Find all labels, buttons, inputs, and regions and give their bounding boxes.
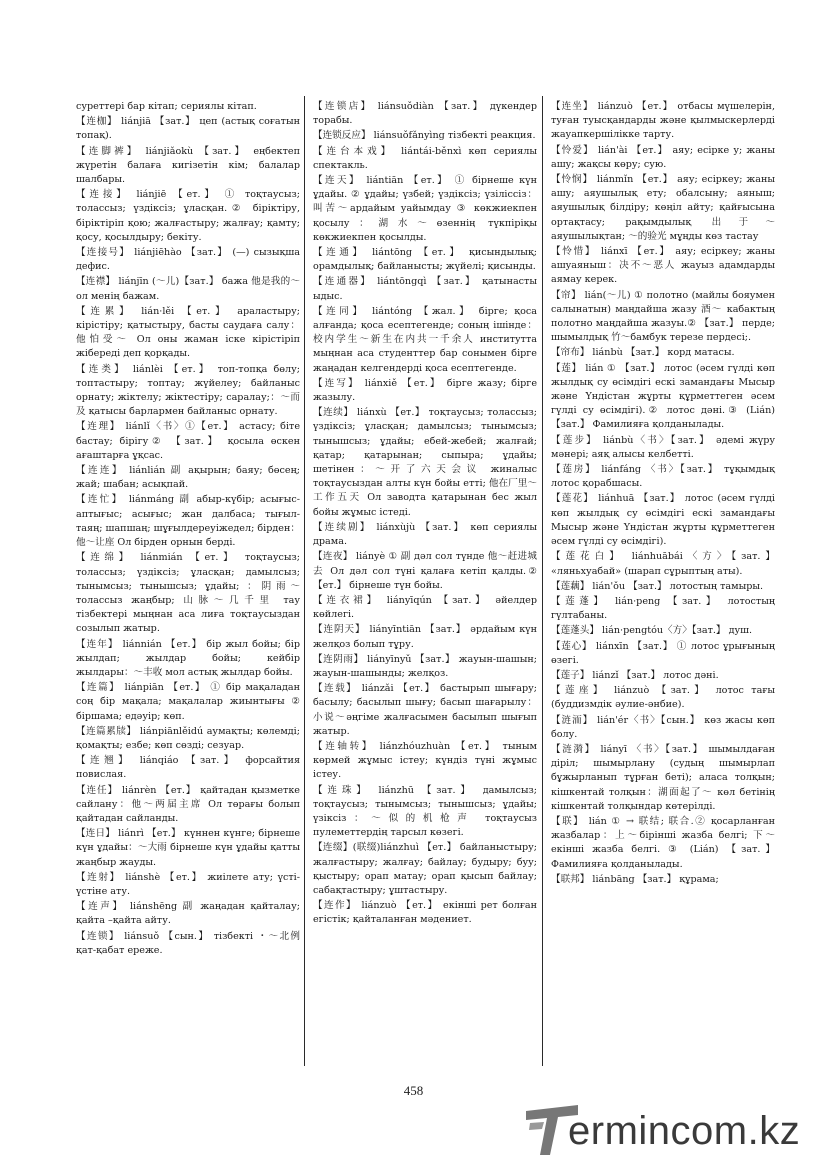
dictionary-entry: 【涟洏】 lián'ér〈书〉【сын.】 көз жасы көп болу.	[551, 714, 775, 740]
dictionary-entry: 【莲花】 liánhuā 【зат.】 лотос (әсем гүлді көп жылдық су өсімдігі ескі замандағы Мысыр және Үндістан жұрты құрметтеген әсем гүлді су өсімдігі).	[551, 493, 775, 548]
dictionary-entry: 【莲花白】 liánhuābái〈方〉【зат.】 «ляньхуабай» (шарап сұрыптың аты).	[551, 551, 775, 577]
dictionary-entry: 【连阴雨】 liányīnyǔ 【зат.】 жауын-шашын; жауын-шашынды; желқоз.	[313, 653, 537, 679]
dictionary-entry: 【连坐】 liánzuò 【ет.】 отбасы мүшелерін, туған туысқандарды және қылмыскерлерді жауапкершілікке тарту.	[551, 101, 775, 141]
dictionary-entry: 【莲蓬头】 lián·pengtóu〈方〉【зат.】 душ.	[551, 625, 753, 637]
dictionary-entry: 【连日】 liánrì 【ет.】 күннен күнге; бірнеше күн ұдайы：〜大雨 бірнеше күн ұдайы қатты жаңбыр жауды.	[76, 828, 300, 868]
dictionary-entry: 【怜悯】 liánmǐn 【ет.】 аяу; есіркеу; жаны ашу; аяушылық ету; обалсыну; аяныш; аяушылық білдіру; көңіл айту; қайғысына ортақтасу; рақымдылық 出于〜 аяушылықтан; 〜的验光 мұңды көз тастау	[551, 174, 775, 242]
dictionary-entry: 【连续】 liánxù 【ет.】 тоқтаусыз; толассыз; үздіксіз; ұласқан; дамылсыз; тынымсыз; тынышсыз; ұдайы; ебей-жебей; жалғай; қатар; қатарынан; сыпыра; ұдайы; шетінен：〜开了六天会议 жиналыс тоқтаусыздан алты күн бойы етті; 他在厂里〜工作五天 Ол заводта қатарынан бес жыл бойы жұмыс істеді.	[313, 407, 537, 518]
dictionary-entry: 【连射】 liánshè 【ет.】 жиілете ату; үсті-үстіне ату.	[76, 871, 300, 897]
dictionary-entry: 【连绵】 liánmián 【ет.】 тоқтаусыз; толассыз; үздіксіз; ұласқан; дамылсыз; тынымсыз; тынышсыз; ұдайы; ：阴雨〜 толассыз жаңбыр; 山脉〜几千里 тау тізбектері мыңнан аса лиға тоқтаусыздан созылып жатыр.	[76, 552, 300, 635]
dictionary-entry: 【连锁反应】 liánsuǒfǎnyìng тізбекті реакция.	[313, 130, 536, 142]
dictionary-entry: 【连忙】 liánmáng 副 абыр-күбір; асығыс-аптығыс; асығыс; жан далбаса; тығыл-таяң; шапшаң; шұғылдереуіжедел; бірден：他〜让座 Ол бірден орнын берді.	[76, 494, 300, 549]
dictionary-entry: 【连篇】 liánpiān 【ет.】 ① бір мақаладан соң бір мақала; мақалалар жиынтығы ② біршама; едәуір; көп.	[76, 682, 300, 722]
dictionary-entry: 【连接】 liánjiē 【ет.】 ① тоқтаусыз; толассыз; үздіксіз; ұласқан.② біріктіру, біріктіріп қою; жалғастыру; жалғау; қамту; қосу, қосылдыру; бекіту.	[76, 189, 300, 243]
dictionary-entry: 【连枷】 liánjiā 【зат.】 цеп (астық соғатын топақ).	[76, 116, 300, 142]
dictionary-entry: 【连夜】 liányè ① 副 дәл сол түнде 他〜赶进城去 Ол дәл сол түні қалаға кетіп қалды.② 【ет.】 бірнеше түн бойы.	[313, 551, 537, 591]
dictionary-entry: 【连作】 liánzuò 【ет.】 екінші рет болған егістік; қайталанған мәдениет.	[313, 900, 537, 926]
dictionary-entry: 【连篇累牍】 liánpiānlěidú аумақты; көлемді; қомақты; езбе; көп сөзді; сезуар.	[76, 725, 300, 751]
dictionary-entry: 【连衣裙】 liányīqún 【зат.】 әйелдер көйлегі.	[313, 594, 537, 621]
termincom-logo	[524, 1097, 820, 1161]
dictionary-entry: 【连台本戏】 liántái-běnxì көп сериялы спектакль.	[313, 145, 537, 171]
dictionary-entry: 【连声】 liánshēng 副 жаңадан қайталау; қайта –қайта айту.	[76, 901, 300, 927]
dictionary-entry: 【连锁】 liánsuǒ 【сын.】 тізбекті ・〜北例 қат-қабат ереже.	[76, 930, 300, 956]
page-number: 458	[403, 1083, 424, 1098]
dictionary-column-3	[551, 100, 775, 888]
dictionary-entry: 【连翘】 liánqiáo 【зат.】 форсайтия повислая.	[76, 755, 300, 781]
dictionary-column-1	[76, 100, 300, 959]
dictionary-entry: 【莲藕】 lián'ǒu 【зат.】 лотостың тамыры.	[551, 580, 764, 592]
dictionary-entry: 【连轴转】 liánzhóuzhuàn 【ет.】 тыным көрмей жұмыс істеу; күндіз түні жұмыс істеу.	[313, 740, 537, 781]
dictionary-entry: 【连载】 liánzǎi 【ет.】 бастырып шығару; басылу; басылып шығу; басып шағарылу：小说〜әңгіме жалғасымен басылып шығып жатыр.	[313, 683, 537, 737]
dictionary-entry: 【莲步】 liánbù〈书〉【зат.】 әдемі жүру мәнері; аяқ алысы келбетті.	[551, 434, 775, 460]
dictionary-entry: 【连年】 liánnián 【ет.】 бір жыл бойы; бір жылдап; жылдар бойы; кейбір жылдары：〜丰收 мол астық жылдар бойы.	[76, 638, 300, 678]
dictionary-entry: 【连写】 liánxiě 【ет.】 бірге жазу; бірге жазылу.	[313, 377, 537, 404]
dictionary-entry: 【连通器】 liántōngqì 【зат.】 қатынасты ыдыс.	[313, 276, 537, 302]
dictionary-entry: 【帘】 lián(〜儿) ① полотно (майлы бояумен салынатын) маңдайша жазу 酒〜 кабактың полотно маңдайша жазуы.② 【зат.】 перде; шымылдық 竹〜бамбук терезе пердесі;.	[551, 289, 775, 344]
dictionary-entry: 【连天】 liántiān 【ет.】 ① бірнеше күн ұдайы. ② ұдайы; үзбей; үздіксіз; үзіліссіз：叫苦〜ардайым уайымдау ③ көкжиекпен қосылу：湖水〜өзеннің түкпіріқы көкжиекпен қосылды.	[313, 175, 537, 243]
dictionary-entry: 【连襟】 liánjīn (〜儿)【зат.】 бажа 他是我的〜 ол менің бажам.	[76, 276, 300, 302]
dictionary-entry: 【怜惜】 liánxī 【ет.】 аяу; есіркеу; жаны ашуаяныш：决不〜恶人 жауыз адамдарды аямау керек.	[551, 246, 775, 286]
dictionary-entry: 【莲蓬】 lián·peng 【зат.】 лотостың гүлтабаны.	[551, 595, 775, 622]
dictionary-entry: 【连任】 liánrèn 【ет.】 қайтадан қызметке сайлану：他〜两届主席 Ол төрағы болып қайтадан сайланды.	[76, 784, 300, 824]
dictionary-entry: 【连脚裤】 liánjiǎokù 【зат.】 еңбектеп жүретін балаға кигізетін кім; балалар шалбары.	[76, 145, 300, 186]
dictionary-entry: 【联邦】 liánbāng 【зат.】 құрама;	[551, 873, 719, 885]
dictionary-entry: 【连通】 liántōng 【ет.】 қисындылық; орамдылық; байланысты; жүйелі; қисынды.	[313, 247, 537, 273]
dictionary-entry: 【莲心】 liánxīn 【зат.】 ① лотос ұрығының өзегі.	[551, 640, 775, 666]
column-divider	[542, 96, 543, 1066]
dictionary-entry: 【连阴天】 liányīntiān 【зат.】 әрдайым күн желқоз болып тұру.	[313, 624, 537, 650]
dictionary-entry: 【连续剧】 liánxùjù 【зат.】 көп сериялы драма.	[313, 521, 537, 548]
dictionary-entry: 【莲座】 liánzuò 【зат.】 лотос тағы (буддизмдік әулие-әнбие).	[551, 685, 775, 711]
dictionary-entry: 【连理】 liánlǐ〈书〉①【ет.】 астасу; біте бастау; бірігу② 【зат.】 қосыла өскен ағаштарға ұқсас.	[76, 421, 300, 461]
dictionary-entry: 【莲】 lián ① 【зат.】 лотос (әсем гүлді көп жылдық су өсімдігі ескі замандағы Мысыр және Үндістан жұрты құрметтеген әсем гүлді су өсімдігі).② лотос дәні.③ (Lián) 【зат.】 Фамилияға қолданылады.	[551, 362, 775, 431]
dictionary-entry: 【连类】 liánlèi 【ет.】 топ-топқа бөлу; топтастыру; топтау; жүйелеу; байланыс орнату; жіктелу; жіктестіру; саралау;：〜而及 қатысы барлармен байланыс орнату.	[76, 363, 300, 418]
dictionary-entry: 【连锁店】 liánsuǒdiàn 【зат.】 дүкендер торабы.	[313, 101, 537, 127]
dictionary-column-2	[313, 100, 537, 929]
dictionary-entry: 【帘布】 liánbù 【зат.】 корд матасы.	[551, 347, 735, 359]
dictionary-entry: 【连缀】(联缀)liánzhuì 【ет.】 байланыстыру; жалғастыру; жалғау; байлау; будыру; буу; қыстыру; орап матау; орап қысып байлау; сабақтастыру; ұштастыру.	[313, 842, 537, 896]
dictionary-entry: 【莲子】 liánzǐ 【зат.】 лотос дәні.	[551, 669, 719, 681]
dictionary-entry: 【连接号】 liánjiēhào 【зат.】 (—) сызықша дефис.	[76, 247, 300, 273]
dictionary-entry: суреттері бар кітап; сериялы кітап.	[76, 101, 257, 112]
dictionary-entry: 【联】 lián ① → 联结; 联合.② қосарланған жазбалар：上〜бірінші жазба белгі; 下〜екінші жазба белгі. ③ (Lián) 【зат.】 Фамилияға қолданылады.	[551, 815, 775, 870]
dictionary-entry: 【连连】 liánlián 副 ақырын; баяу; бөсең; жай; шабан; асықпай.	[76, 465, 300, 491]
dictionary-entry: 【连珠】 liánzhū 【зат.】 дамылсыз; тоқтаусыз; тынымсыз; тынышсыз; ұдайы; үзіксіз：〜似的机枪声 тоқтаусыз пулеметтердің тарсыл көзегі.	[313, 784, 537, 839]
dictionary-entry: 【涟漪】 liányī 〈书〉【зат.】 шымылдаған діріл; шымырлану (судың шымырлап бұжырланып тұрған беті); аласа толқын; кішкентай толқын：湖面起了〜 көл бетінің кішкентай толқындар көтерілді.	[551, 743, 775, 812]
dictionary-entry: 【怜爱】 lián'ài 【ет.】 аяу; есірке у; жаны ашу; жақсы көру; сую.	[551, 144, 775, 170]
dictionary-entry: 【连同】 liántóng 【жал.】 бірге; қоса алғанда; қоса есептегенде; соның ішінде：校内学生〜新生在内共一千余人 институтта мыңнан аса студенттер бар сонымен бірге жаңадан келгендерді қоса есептегенде.	[313, 305, 537, 374]
column-divider	[304, 96, 305, 1066]
dictionary-entry: 【连累】 lián·lěi 【ет.】 араластыру; кірістіру; қатыстыру, басты саудаға салу：他怕受〜 Ол оны жаман іске кірістіріп жібереді деп қорқады.	[76, 305, 300, 360]
logo-text: ermincom.kz	[568, 1109, 801, 1153]
dictionary-entry: 【莲房】 liánfáng 〈书〉【зат.】 тұқымдық лотос қорабшасы.	[551, 464, 775, 490]
